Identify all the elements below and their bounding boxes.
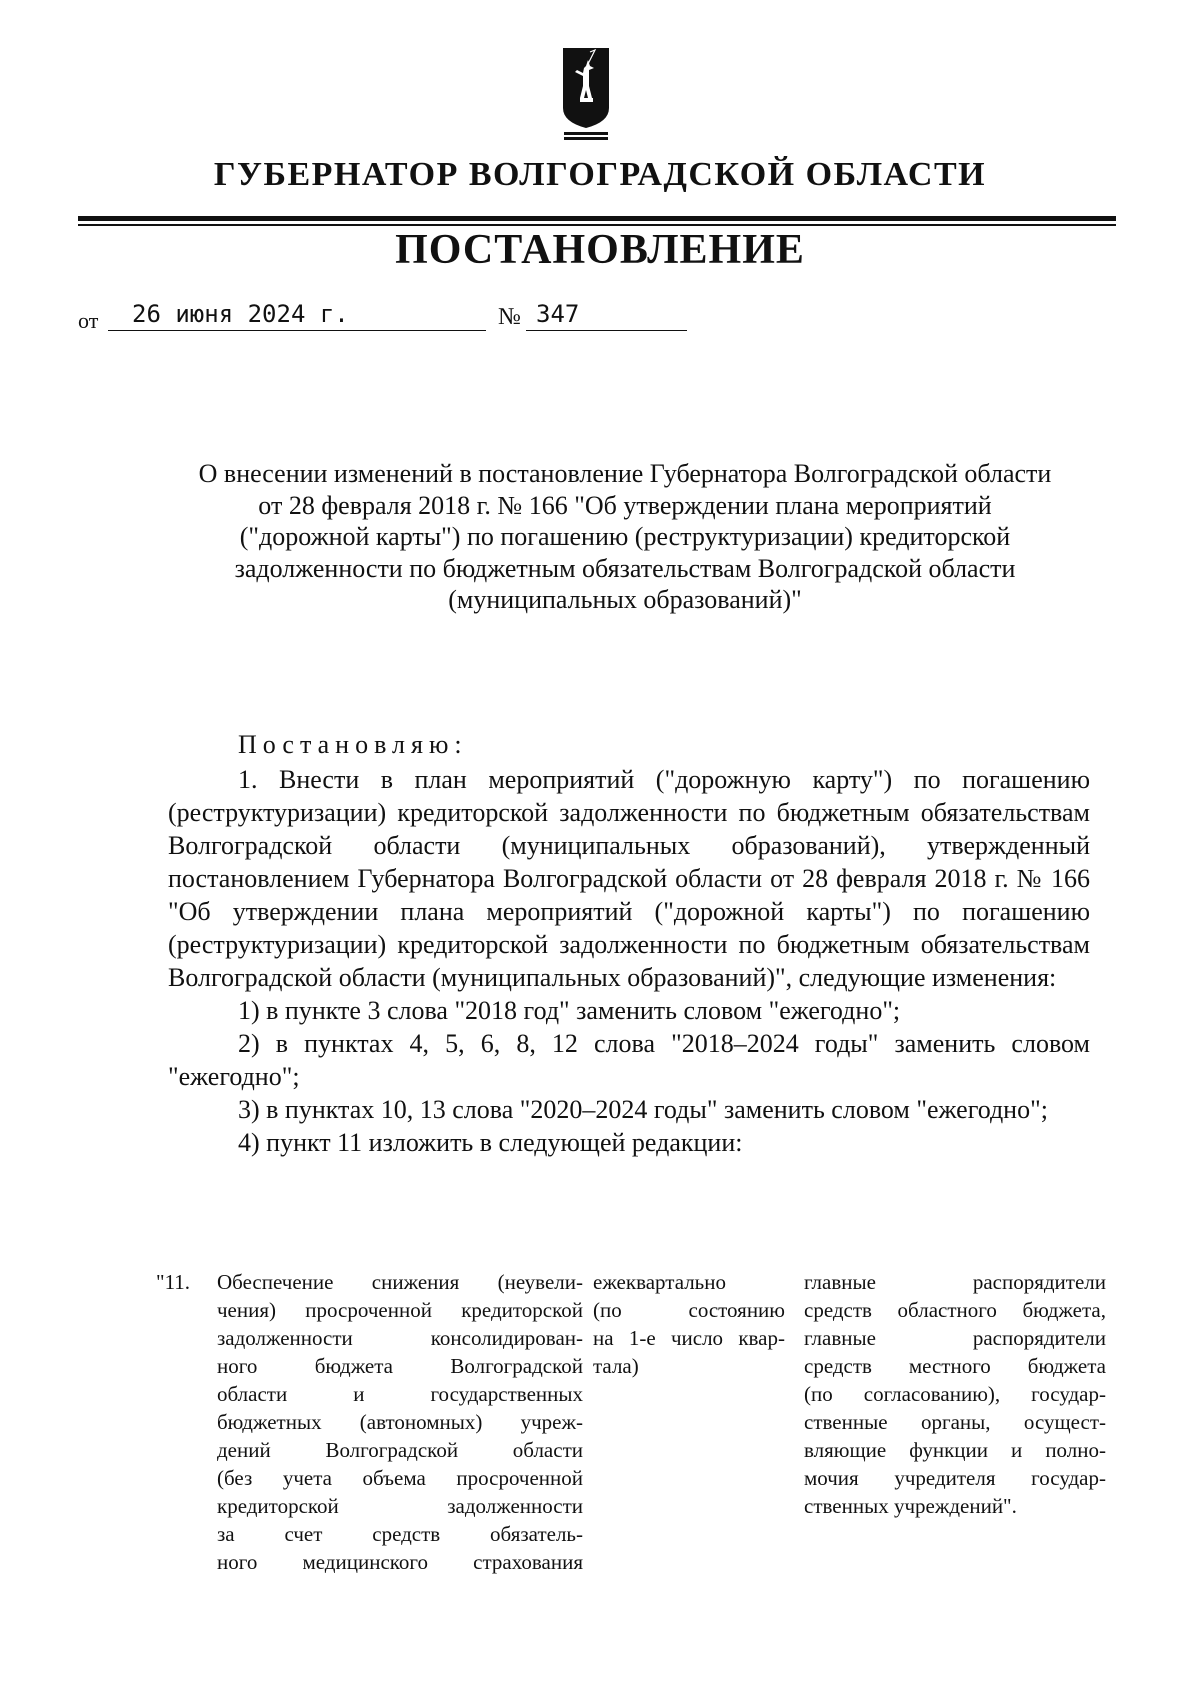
term-line: ежеквартально xyxy=(593,1270,726,1294)
responsible-line: ственные органы, осущест- xyxy=(804,1410,1106,1434)
date-label: от xyxy=(78,308,99,333)
responsible-line: средств местного бюджета xyxy=(804,1354,1106,1378)
activity-line: задолженности консолидирован- xyxy=(217,1326,583,1350)
activity-line: области и государственных xyxy=(217,1382,583,1406)
document-type: ПОСТАНОВЛЕНИЕ xyxy=(395,227,805,273)
document-title xyxy=(140,458,1110,616)
number-label: № xyxy=(498,304,521,330)
responsible-line: вляющие функции и полно- xyxy=(804,1438,1106,1462)
title-line: ("дорожной карты") по погашению (реструктуризации) кредиторской xyxy=(239,522,1011,551)
term-line: тала) xyxy=(593,1354,639,1378)
body-paragraph: 4) пункт 11 изложить в следующей редакции: xyxy=(238,1128,743,1157)
responsible-line: (по согласованию), государ- xyxy=(804,1382,1106,1406)
responsible-line: ственных учреждений". xyxy=(804,1494,1017,1518)
responsible-line: мочия учредителя государ- xyxy=(804,1466,1106,1490)
document-date: 26 июня 2024 г. xyxy=(108,300,486,331)
activity-line: бюджетных (автономных) учреж- xyxy=(217,1410,583,1434)
responsible-line: главные распорядители xyxy=(804,1270,1106,1294)
activity-line: ного медицинского страхования xyxy=(217,1550,583,1574)
responsible-line: главные распорядители xyxy=(804,1326,1106,1350)
term-line: на 1-е число квар- xyxy=(593,1326,785,1350)
body-paragraph: 1) в пункте 3 слова "2018 год" заменить словом "ежегодно"; xyxy=(238,996,901,1025)
row-term xyxy=(593,1268,785,1380)
decree-word: Постановляю: xyxy=(238,730,468,759)
responsible-line: средств областного бюджета, xyxy=(804,1298,1106,1322)
title-line: от 28 февраля 2018 г. № 166 "Об утверждении плана мероприятий xyxy=(258,490,992,520)
term-line: (по состоянию xyxy=(593,1298,785,1322)
body-paragraph: 3) в пунктах 10, 13 слова "2020–2024 годы" заменить словом "ежегодно"; xyxy=(238,1095,1048,1124)
volgograd-coat-of-arms-icon xyxy=(561,46,611,142)
issuing-authority: ГУБЕРНАТОР ВОЛГОГРАДСКОЙ ОБЛАСТИ xyxy=(213,156,987,193)
body-paragraph: 1. Внести в план мероприятий ("дорожную карту") по погашению (реструктуризации) кредиторской задолженности по бюджетным обязательствам Волгоградской области (муниципальных образований), утвержденный постановлением Губернатора Волгоградской области от 28 февраля 2018 г. № 166 "Об утверждении плана мероприятий ("дорожной карты") по погашению (реструктуризации) кредиторской задолженности по бюджетным обязательствам Волгоградской области (муниципальных образований)", следующие изменения: xyxy=(168,765,1090,992)
activity-line: за счет средств обязатель- xyxy=(217,1522,583,1546)
header-rule-thick xyxy=(78,216,1116,221)
document-number: 347 xyxy=(526,300,687,331)
activity-line: Обеспечение снижения (неувели- xyxy=(217,1270,583,1294)
row-number: "11. xyxy=(156,1270,191,1294)
activity-line: ного бюджета Волгоградской xyxy=(217,1354,583,1378)
activity-line: дений Волгоградской области xyxy=(217,1438,583,1462)
document-body xyxy=(168,763,1090,1159)
body-paragraph: 2) в пунктах 4, 5, 6, 8, 12 слова "2018–2024 годы" заменить словом "ежегодно"; xyxy=(168,1029,1090,1091)
row-responsible xyxy=(804,1268,1106,1520)
activity-line: (без учета объема просроченной xyxy=(217,1466,583,1490)
activity-line: кредиторской задолженности xyxy=(217,1494,583,1518)
title-line: (муниципальных образований)" xyxy=(448,585,802,614)
row-activity xyxy=(217,1268,583,1576)
activity-line: чения) просроченной кредиторской xyxy=(217,1298,583,1322)
title-line: О внесении изменений в постановление Губернатора Волгоградской области xyxy=(198,459,1052,488)
title-line: задолженности по бюджетным обязательствам Волгоградской области xyxy=(234,553,1016,583)
